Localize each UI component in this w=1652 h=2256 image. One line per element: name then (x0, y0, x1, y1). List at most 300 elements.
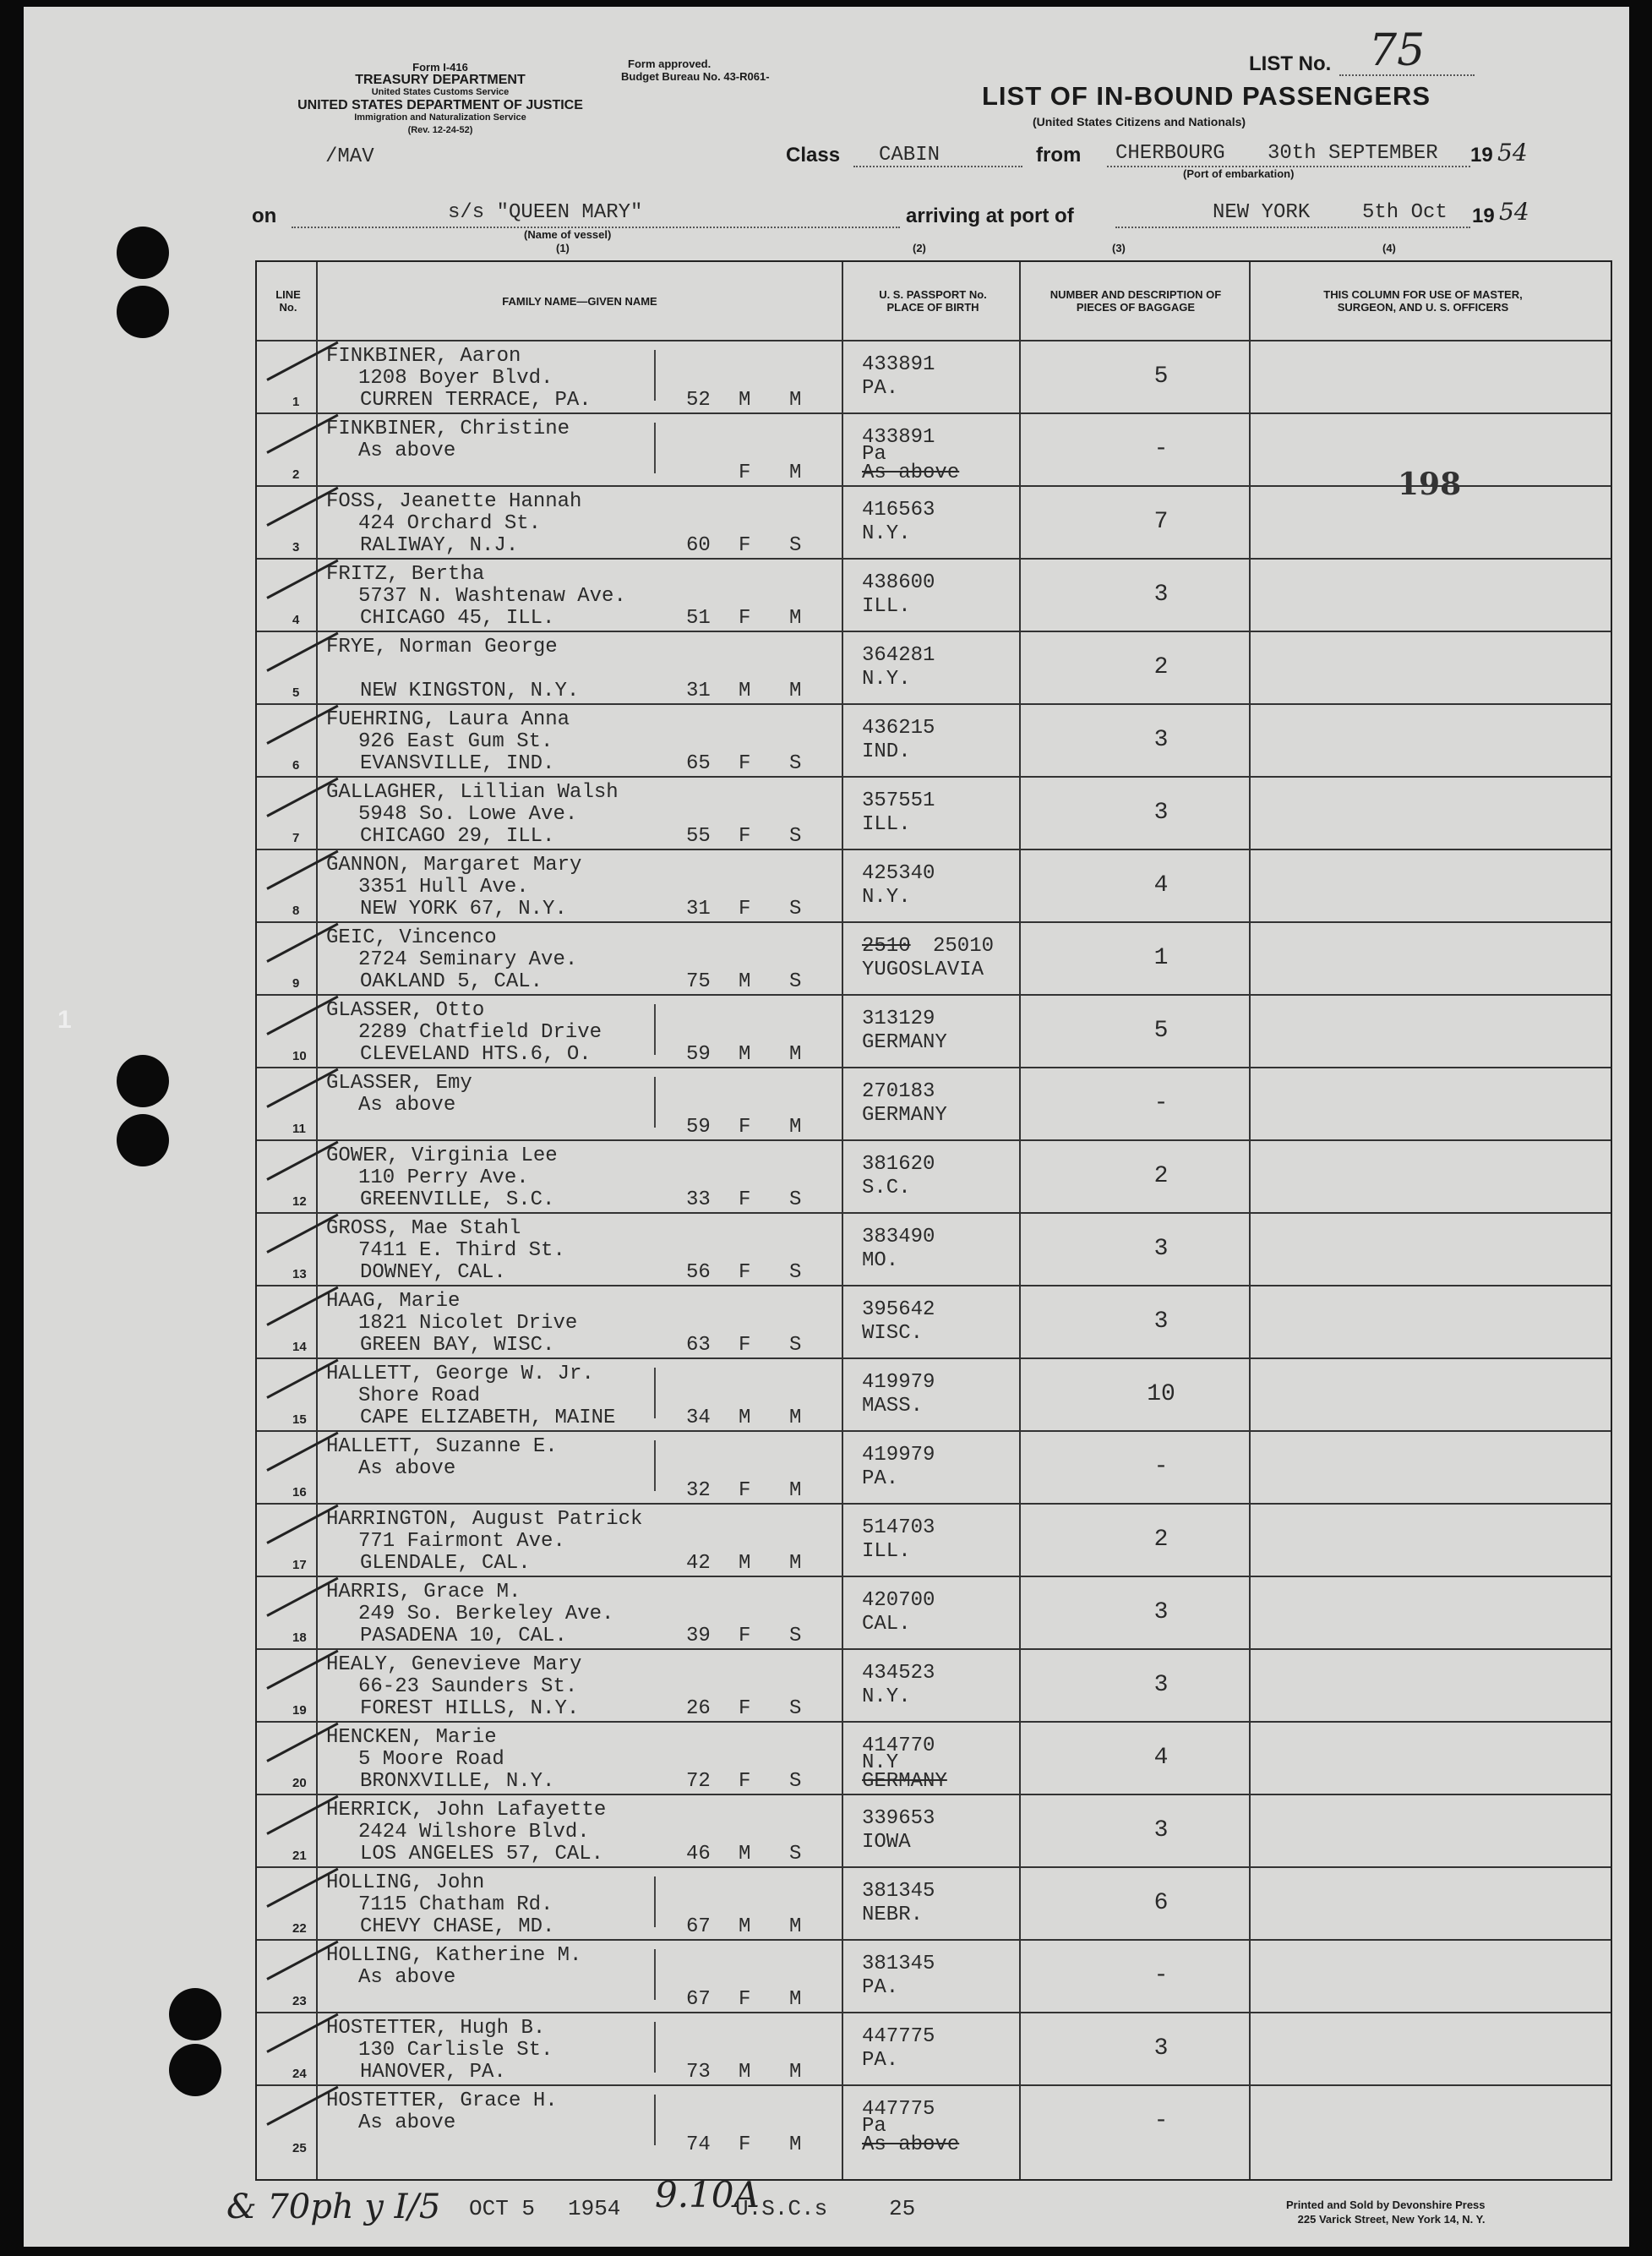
marital-status: M (789, 1479, 802, 1502)
line-number: 18 (292, 1631, 307, 1645)
table-row (257, 850, 1611, 923)
line-number: 15 (292, 1412, 307, 1427)
passport-number: 395642 (862, 1298, 935, 1321)
passport-number: 25010 (933, 935, 995, 958)
approval-block (621, 57, 866, 83)
side-mark: 1 (57, 1006, 72, 1034)
baggage-count: 3 (1153, 1308, 1169, 1335)
arrival-year-prefix: 19 (1472, 205, 1495, 227)
place-of-birth: Pa (862, 2115, 886, 2138)
passenger-name: GANNON, Margaret Mary (326, 854, 582, 877)
marital-status: M (789, 2061, 802, 2084)
marital-status: S (789, 752, 802, 775)
address-line-2: BRONXVILLE, N.Y. (360, 1770, 555, 1793)
justice-dept: UNITED STATES DEPARTMENT OF JUSTICE (297, 98, 583, 112)
passport-number: 381620 (862, 1153, 935, 1176)
passport-number: 381345 (862, 1880, 935, 1903)
baggage-count: 3 (1153, 800, 1169, 826)
address-line-1: 5737 N. Washtenaw Ave. (358, 585, 626, 608)
address-line-2: DOWNEY, CAL. (360, 1261, 506, 1284)
passenger-name: FINKBINER, Aaron (326, 345, 521, 368)
baggage-count: 3 (1153, 2035, 1169, 2062)
embark-date: 30th SEPTEMBER (1268, 142, 1438, 165)
address-line-1: 771 Fairmont Ave. (358, 1530, 565, 1553)
sex: M (739, 970, 751, 993)
line-number: 2 (292, 467, 300, 482)
arrival-date: 5th Oct (1362, 201, 1448, 224)
table-row (257, 1432, 1611, 1505)
place-of-birth: WISC. (862, 1322, 924, 1345)
punch-hole (117, 227, 169, 279)
line-number: 16 (292, 1485, 307, 1499)
place-of-birth: GERMANY (862, 1031, 947, 1054)
line-number: 1 (292, 395, 300, 409)
marital-status: S (789, 1261, 802, 1284)
address-line-2: CHEVY CHASE, MD. (360, 1915, 555, 1938)
age: 56 (686, 1261, 711, 1284)
marital-status: M (789, 389, 802, 412)
passport-number: 514703 (862, 1516, 935, 1539)
passenger-name: FOSS, Jeanette Hannah (326, 490, 582, 513)
marital-status: S (789, 898, 802, 920)
baggage-count: - (1153, 1454, 1169, 1480)
baggage-count: 2 (1153, 1527, 1169, 1553)
age: 52 (686, 389, 711, 412)
customs-service: United States Customs Service (371, 87, 510, 97)
address-line-1: As above (358, 1094, 456, 1117)
punch-hole (169, 2044, 221, 2096)
passenger-name: HOLLING, Katherine M. (326, 1944, 582, 1967)
passport-number: 414770 (862, 1734, 935, 1757)
address-line-2: NEW YORK 67, N.Y. (360, 898, 567, 920)
sex: M (739, 1843, 751, 1865)
address-line-1: As above (358, 1457, 456, 1480)
age: 32 (686, 1479, 711, 1502)
baggage-count: 3 (1153, 1672, 1169, 1698)
baggage-count: - (1153, 1963, 1169, 1989)
port-col-number: (2) (913, 242, 926, 254)
marital-status: S (789, 970, 802, 993)
line-number: 7 (292, 831, 300, 845)
age: 73 (686, 2061, 711, 2084)
place-of-birth: GERMANY (862, 1104, 947, 1127)
address-line-2: GREENVILLE, S.C. (360, 1188, 555, 1211)
sex: F (739, 1116, 751, 1139)
sex: F (739, 825, 751, 848)
table-row (257, 1868, 1611, 1941)
baggage-count: - (1153, 2108, 1169, 2134)
baggage-count: 5 (1153, 1018, 1169, 1044)
sex: F (739, 1988, 751, 2011)
family-bracket (654, 1949, 656, 2000)
baggage-count: 1 (1153, 945, 1169, 971)
punch-hole (117, 1055, 169, 1107)
age: 72 (686, 1770, 711, 1793)
baggage-count: 4 (1153, 872, 1169, 899)
passenger-name: HARRIS, Grace M. (326, 1581, 521, 1603)
marital-status: S (789, 1843, 802, 1865)
address-line-1: 2724 Seminary Ave. (358, 948, 578, 971)
baggage-count: - (1153, 436, 1169, 462)
stamp-date: OCT 5 (469, 2196, 536, 2221)
baggage-count: 5 (1153, 363, 1169, 390)
passenger-name: FRYE, Norman George (326, 636, 558, 658)
family-bracket (654, 1876, 656, 1927)
sex: F (739, 1261, 751, 1284)
punch-hole (117, 286, 169, 338)
place-of-birth: N.Y. (862, 886, 911, 909)
address-line-2: RALIWAY, N.J. (360, 534, 519, 557)
address-line-1: Shore Road (358, 1385, 481, 1407)
baggage-count: 10 (1147, 1381, 1175, 1407)
col-baggage: NUMBER AND DESCRIPTION OF PIECES OF BAGGAGE (1050, 288, 1222, 314)
baggage-count: 6 (1153, 1890, 1169, 1916)
passport-number: 447775 (862, 2025, 935, 2048)
marital-status: S (789, 1625, 802, 1647)
place-of-birth-struck: GERMANY (862, 1770, 947, 1793)
place-of-birth: IND. (862, 740, 911, 763)
baggage-count: 3 (1153, 1599, 1169, 1625)
sex: M (739, 389, 751, 412)
col4-number: (4) (1382, 242, 1396, 254)
passport-number: 419979 (862, 1371, 935, 1394)
sex: F (739, 1334, 751, 1357)
place-of-birth: ILL. (862, 1540, 911, 1563)
vessel-caption: (Name of vessel) (524, 228, 612, 241)
family-bracket (654, 2022, 656, 2073)
family-bracket (654, 350, 656, 401)
uscs-stamp: U.S.C.s (735, 2196, 828, 2221)
family-bracket (654, 1440, 656, 1491)
line-number: 4 (292, 613, 300, 627)
table-row (257, 1141, 1611, 1214)
list-number: 75 (1369, 25, 1426, 76)
address-line-1: 110 Perry Ave. (358, 1166, 529, 1189)
marital-status: S (789, 534, 802, 557)
line-number: 17 (292, 1558, 307, 1572)
age: 31 (686, 680, 711, 702)
address-line-2: NEW KINGSTON, N.Y. (360, 680, 580, 702)
arrival-year: 54 (1499, 198, 1529, 226)
place-of-birth: MO. (862, 1249, 899, 1272)
age: 67 (686, 1915, 711, 1938)
sex: F (739, 534, 751, 557)
marital-status: M (789, 607, 802, 630)
passport-number: 433891 (862, 353, 935, 376)
handwritten-time: 9.10A (655, 2174, 760, 2215)
marital-status: S (789, 825, 802, 848)
table-row (257, 1505, 1611, 1577)
printer-line-2: 225 Varick Street, New York 14, N. Y. (1297, 2213, 1486, 2226)
place-of-birth: S.C. (862, 1177, 911, 1199)
embark-year-prefix: 19 (1470, 144, 1493, 167)
age: 59 (686, 1043, 711, 1066)
passport-number: 383490 (862, 1226, 935, 1248)
budget-bureau: Budget Bureau No. 43-R061- (621, 70, 770, 83)
marital-status: M (789, 1116, 802, 1139)
table-row (257, 1286, 1611, 1359)
age: 51 (686, 607, 711, 630)
table-row (257, 1941, 1611, 2013)
line-number: 11 (292, 1122, 306, 1136)
col-family-name: FAMILY NAME—GIVEN NAME (502, 294, 657, 308)
passenger-table (255, 260, 1612, 2181)
revision: (Rev. 12-24-52) (407, 125, 473, 135)
passport-number: 270183 (862, 1080, 935, 1103)
sex: M (739, 1043, 751, 1066)
marital-status: M (789, 1043, 802, 1066)
punch-hole (117, 1114, 169, 1166)
marital-status: M (789, 1915, 802, 1938)
age: 74 (686, 2133, 711, 2156)
address-line-1: As above (358, 2111, 456, 2134)
address-line-1: As above (358, 440, 456, 462)
sex: F (739, 1697, 751, 1720)
form-approved: Form approved. (628, 57, 712, 70)
col-line-no: LINE No. (275, 288, 301, 314)
class-label: Class (786, 144, 841, 167)
arriving-label: arriving at port of (906, 205, 1074, 227)
passport-number: 420700 (862, 1589, 935, 1612)
family-bracket (654, 1368, 656, 1418)
baggage-count: 7 (1153, 509, 1169, 535)
passport-number: 364281 (862, 644, 935, 667)
age: 31 (686, 898, 711, 920)
place-of-birth: PA. (862, 377, 899, 400)
form-title: LIST OF IN-BOUND PASSENGERS (982, 81, 1431, 111)
family-bracket (654, 1004, 656, 1055)
place-of-birth: IOWA (862, 1831, 911, 1854)
line-number: 6 (292, 758, 300, 773)
table-row (257, 1650, 1611, 1723)
sex: F (739, 898, 751, 920)
address-line-1: 249 So. Berkeley Ave. (358, 1603, 614, 1625)
form-number: Form I-416 (412, 61, 468, 74)
line-number: 9 (292, 976, 300, 991)
address-line-2: CHICAGO 29, ILL. (360, 825, 555, 848)
line-number: 24 (292, 2067, 307, 2081)
table-row (257, 996, 1611, 1068)
form-subtitle: (United States Citizens and Nationals) (1033, 115, 1246, 128)
passport-number: 438600 (862, 571, 935, 594)
age: 55 (686, 825, 711, 848)
age: 42 (686, 1552, 711, 1575)
age: 33 (686, 1188, 711, 1211)
passenger-name: GALLAGHER, Lillian Walsh (326, 781, 619, 804)
place-of-birth: N.Y. (862, 1685, 911, 1708)
passenger-name: HARRINGTON, August Patrick (326, 1508, 643, 1531)
officer-note: 198 (1398, 467, 1462, 502)
age: 34 (686, 1407, 711, 1429)
address-line-1: 1821 Nicolet Drive (358, 1312, 578, 1335)
vessel-name: s/s "QUEEN MARY" (448, 201, 643, 224)
address-line-2: GLENDALE, CAL. (360, 1552, 531, 1575)
age: 75 (686, 970, 711, 993)
embark-year: 54 (1497, 139, 1528, 167)
col3-number: (3) (1112, 242, 1126, 254)
vessel-col-number: (1) (556, 242, 570, 254)
passport-number: 339653 (862, 1807, 935, 1830)
passenger-name: HENCKEN, Marie (326, 1726, 497, 1749)
age: 39 (686, 1625, 711, 1647)
address-line-1: 2289 Chatfield Drive (358, 1021, 602, 1044)
sex: M (739, 1915, 751, 1938)
marital-status: M (789, 1988, 802, 2011)
line-number: 3 (292, 540, 300, 554)
passenger-name: GLASSER, Emy (326, 1072, 472, 1095)
passenger-name: HAAG, Marie (326, 1290, 461, 1313)
place-of-birth: YUGOSLAVIA (862, 959, 984, 981)
passenger-count: 25 (889, 2196, 916, 2221)
sex: M (739, 1552, 751, 1575)
col-officers: THIS COLUMN FOR USE OF MASTER, SURGEON, AND U. S. OFFICERS (1323, 288, 1523, 314)
table-row (257, 1068, 1611, 1141)
passport-number: 381345 (862, 1953, 935, 1975)
address-line-2: CURREN TERRACE, PA. (360, 389, 592, 412)
passport-number: 313129 (862, 1008, 935, 1030)
sex: M (739, 2061, 751, 2084)
place-of-birth: N.Y. (862, 522, 911, 545)
baggage-count: 2 (1153, 654, 1169, 680)
passport-number: 433891 (862, 426, 935, 449)
passport-number: 416563 (862, 499, 935, 522)
sex: M (739, 680, 751, 702)
table-row (257, 923, 1611, 996)
age: 26 (686, 1697, 711, 1720)
sex: F (739, 1770, 751, 1793)
table-row (257, 341, 1611, 414)
passport-number: 434523 (862, 1662, 935, 1685)
col-passport: U. S. PASSPORT No. PLACE OF BIRTH (879, 288, 987, 314)
family-bracket (654, 1077, 656, 1128)
address-line-2: HANOVER, PA. (360, 2061, 506, 2084)
line-number: 20 (292, 1776, 307, 1790)
stamp-year: 1954 (568, 2196, 621, 2221)
punch-hole (169, 1988, 221, 2040)
passport-struck: 2510 (862, 935, 911, 958)
line-number: 13 (292, 1267, 307, 1281)
family-bracket (654, 423, 656, 473)
line-number: 12 (292, 1194, 307, 1209)
passenger-name: FINKBINER, Christine (326, 418, 570, 440)
passenger-name: HALLETT, Suzanne E. (326, 1435, 558, 1458)
place-of-birth: N.Y (862, 1751, 899, 1774)
line-number: 8 (292, 904, 300, 918)
embark-caption: (Port of embarkation) (1183, 167, 1295, 180)
sex: F (739, 607, 751, 630)
treasury-dept: TREASURY DEPARTMENT (355, 73, 526, 87)
age: 63 (686, 1334, 711, 1357)
address-line-1: 926 East Gum St. (358, 730, 553, 753)
address-line-2: CHICAGO 45, ILL. (360, 607, 555, 630)
line-number: 5 (292, 686, 300, 700)
address-line-1: 2424 Wilshore Blvd. (358, 1821, 590, 1844)
passenger-name: GEIC, Vincenco (326, 926, 497, 949)
passenger-name: HERRICK, John Lafayette (326, 1799, 607, 1822)
form-info (250, 61, 630, 137)
passenger-name: HALLETT, George W. Jr. (326, 1363, 594, 1385)
marital-status: S (789, 1697, 802, 1720)
passenger-name: FRITZ, Bertha (326, 563, 485, 586)
address-line-2: PASADENA 10, CAL. (360, 1625, 567, 1647)
table-row (257, 2013, 1611, 2086)
on-label: on (252, 205, 277, 227)
passenger-name: HOLLING, John (326, 1871, 485, 1894)
sex: F (739, 752, 751, 775)
place-of-birth: N.Y. (862, 668, 911, 691)
from-label: from (1036, 144, 1082, 167)
baggage-count: - (1153, 1090, 1169, 1117)
line-number: 25 (292, 2141, 307, 2155)
address-line-2: EVANSVILLE, IND. (360, 752, 555, 775)
age: 67 (686, 1988, 711, 2011)
address-line-1: 5 Moore Road (358, 1748, 504, 1771)
passenger-name: HEALY, Genevieve Mary (326, 1653, 582, 1676)
place-of-birth: ILL. (862, 813, 911, 836)
place-of-birth: MASS. (862, 1395, 924, 1418)
marital-status: S (789, 1188, 802, 1211)
address-line-1: 424 Orchard St. (358, 512, 542, 535)
address-line-1: 7115 Chatham Rd. (358, 1893, 553, 1916)
passenger-name: HOSTETTER, Grace H. (326, 2089, 558, 2112)
address-line-2: FOREST HILLS, N.Y. (360, 1697, 580, 1720)
table-row (257, 705, 1611, 778)
age: 59 (686, 1116, 711, 1139)
baggage-count: 3 (1153, 582, 1169, 608)
sex: F (739, 2133, 751, 2156)
passport-number: 425340 (862, 862, 935, 885)
printer-credit (1286, 2198, 1486, 2226)
sex: M (739, 1407, 751, 1429)
address-line-1: 1208 Boyer Blvd. (358, 367, 553, 390)
passport-number: 436215 (862, 717, 935, 740)
line-number: 21 (292, 1849, 307, 1863)
place-of-birth: NEBR. (862, 1904, 924, 1926)
family-bracket (654, 2095, 656, 2145)
table-row (257, 632, 1611, 705)
address-line-2: OAKLAND 5, CAL. (360, 970, 543, 993)
passenger-name: GOWER, Virginia Lee (326, 1144, 558, 1167)
address-line-2: CLEVELAND HTS.6, O. (360, 1043, 592, 1066)
printer-line-1: Printed and Sold by Devonshire Press (1286, 2199, 1486, 2211)
place-of-birth-struck: As above (862, 2133, 960, 2156)
table-row (257, 1577, 1611, 1650)
table-row (257, 1795, 1611, 1868)
marital-status: M (789, 2133, 802, 2156)
place-of-birth: PA. (862, 1467, 899, 1490)
baggage-count: 3 (1153, 1236, 1169, 1262)
age: 46 (686, 1843, 711, 1865)
sex: F (739, 1188, 751, 1211)
place-of-birth: Pa (862, 443, 886, 466)
address-line-1: 5948 So. Lowe Ave. (358, 803, 578, 826)
baggage-count: 3 (1153, 727, 1169, 753)
address-line-2: LOS ANGELES 57, CAL. (360, 1843, 604, 1865)
place-of-birth: ILL. (862, 595, 911, 618)
address-line-1: 130 Carlisle St. (358, 2039, 553, 2062)
table-row (257, 1214, 1611, 1286)
sex: F (739, 1625, 751, 1647)
initials: /MAV (325, 145, 374, 168)
table-row (257, 560, 1611, 632)
sex: F (739, 462, 751, 484)
class-value: CABIN (879, 144, 940, 167)
marital-status: M (789, 680, 802, 702)
baggage-count: 2 (1153, 1163, 1169, 1189)
place-of-birth: PA. (862, 1976, 899, 1999)
marital-status: M (789, 1407, 802, 1429)
address-line-1: 66-23 Saunders St. (358, 1675, 578, 1698)
